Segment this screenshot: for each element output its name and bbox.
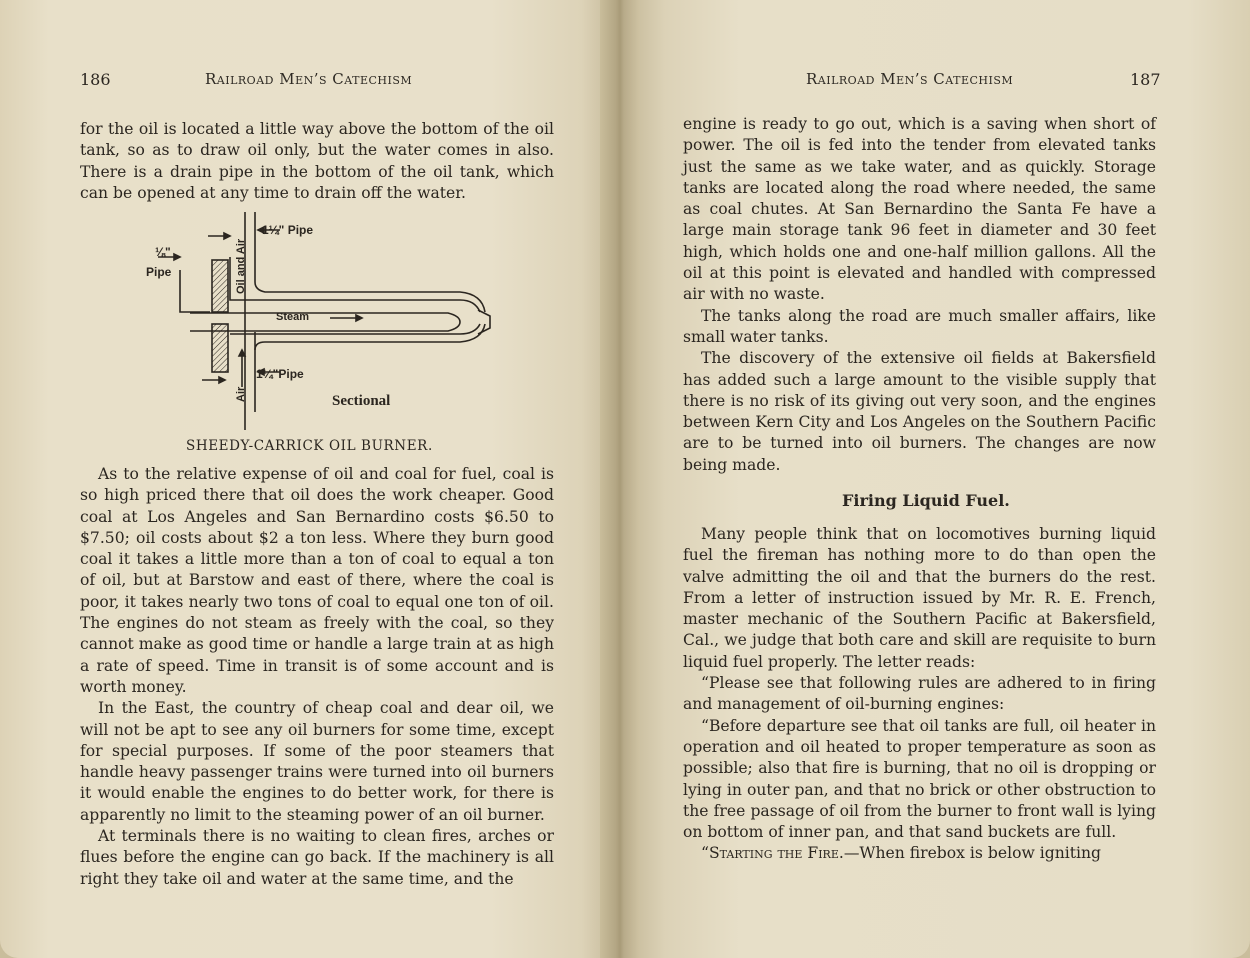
right-para-starting [683,843,1156,864]
left-para-expense: As to the relative expense of oil and coal for fuel, coal is so high priced there that oil does the work cheaper. Good coal at Los Angeles and San Bernardino costs $6.50 to $7.50; oil costs about $2 a ton less. Where they burn good coal it takes a little more than a ton of coal to equal a ton of oil, but at Barstow and east of there, where the coal is poor, it takes nearly two tons of coal to equal one ton of oil. The engines do not steam as freely with the coal, so they cannot make as good time or handle a large train at as high a rate of speed. Time in transit is of some account and is worth money. [80,465,554,696]
starting-fire-text: —When firebox is below igniting [843,844,1102,863]
eighth-pipe-label: Pipe [146,265,172,279]
burner-nozzle [478,310,490,334]
steam-tube [190,313,460,331]
right-page-number: 187 [1130,70,1161,89]
lower-pipe-outer [255,324,485,350]
left-intro-block [80,119,554,204]
section-heading: Firing Liquid Fuel. [842,491,1010,510]
book-gutter [600,0,640,958]
right-para-continue: engine is ready to go out, which is a saving when short of power. The oil is fed into the tender from elevated tanks just the same as we take water, and as quickly. Storage tanks are located along the road where needed, the same as coal chutes. At San Bernardino the Santa Fe have a large main storage tank 96 feet in diameter and 30 feet high, which holds one and one-half million gallons. All the oil at this point is elevated and handled with compressed air with no waste. [683,115,1156,304]
right-para-before: “Before departure see that oil tanks are full, oil heater in operation and oil heated to proper temperature as soon as possible; also that fire is burning, that no oil is dropping or lying in outer pan, and that no brick or other obstruction to the free passage of oil from the burner to front wall is lying on bottom of inner pan, and that sand buckets are full. [683,716,1156,842]
right-para-many: Many people think that on locomotives burning liquid fuel the fireman has nothing more to do than open the valve admitting the oil and that the burners do the rest. From a letter of instruction issued by Mr. R. E. French, master mechanic of the Southern Pacific at Bakersfield, Cal., we judge that both care and skill are requisite to burn liquid fuel properly. The letter reads: [683,525,1156,671]
left-page-number: 186 [80,70,111,89]
upper-pipe-inner [255,282,485,312]
left-para-east: In the East, the country of cheap coal and dear oil, we will not be apt to see any oil burners for some time, except for special purposes. If some of the poor steamers that handle heavy passenger trains were turned into oil burners it would enable the engines to do better work, for there is apparently no limit to the steaming power of an oil burner. [80,699,554,824]
oil-and-air-label: Oil and Air [235,238,247,294]
right-running-head: Railroad Men’s Catechism [806,70,1014,88]
left-para-terminals: At terminals there is no waiting to clean fires, arches or flues before the engine can go back. If the machinery is all right they take oil and water at the same time, and the [80,827,554,888]
sectional-label: Sectional [332,393,391,409]
pipe-top-label: 1¼" Pipe [262,223,314,237]
eighth-size-label: ⅛" [155,245,171,259]
right-body-block [683,524,1156,865]
pipe-bottom-label: 1¼"Pipe [256,367,304,381]
left-body-block [80,464,554,890]
right-para-discovery: The discovery of the extensive oil fields at Bakersfield has added such a large amount to the visible supply that there is no risk of its giving out very soon, and the engines between Kern City and Los Angeles on the Southern Pacific are to be turned into oil burners. The changes are now being made. [683,349,1156,474]
burner-body-upper [212,260,228,312]
eighth-pipe-outline [180,270,210,312]
lower-pipe-inner [230,324,480,334]
steam-label: Steam [276,311,310,323]
starting-fire-label: “Starting the Fire. [701,844,844,863]
left-running-head: Railroad Men’s Catechism [205,70,413,88]
left-para-intro: for the oil is located a little way above the bottom of the oil tank, so as to draw oil only, but the water comes in also. There is a drain pipe in the bottom of the oil tank, which can be opened at any time to drain off the water. [80,120,554,202]
figure-caption: SHEEDY-CARRICK OIL BURNER. [186,438,433,454]
right-top-block [683,114,1156,476]
oil-burner-diagram [130,212,510,437]
right-para-tanks: The tanks along the road are much smaller affairs, like small water tanks. [683,306,1156,346]
air-label: Air [235,386,247,402]
right-para-please: “Please see that following rules are adhered to in firing and management of oil-burning engines: [683,674,1156,714]
upper-pipe-outer [230,257,480,312]
